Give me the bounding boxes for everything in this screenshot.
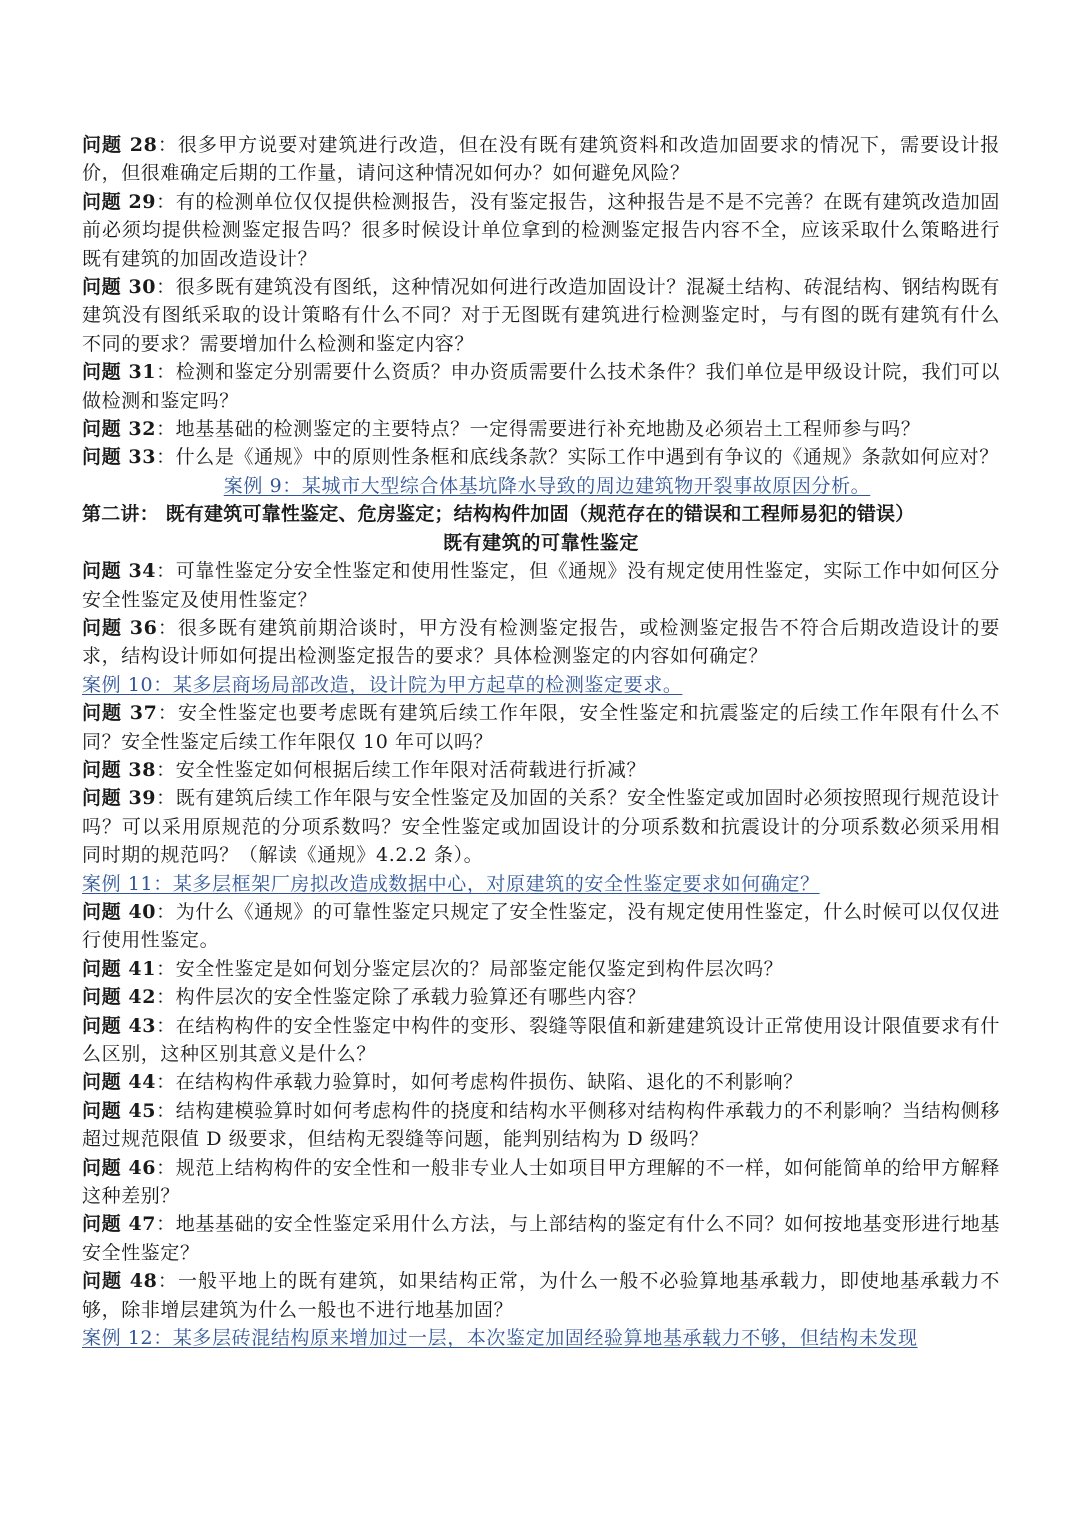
question-text: 很多既有建筑没有图纸，这种情况如何进行改造加固设计？混凝土结构、砖混结构、钢结构既有建筑没有图纸采取的设计策略有什么不同？对于无图既有建筑进行检测鉴定时，与有图的既有建筑有什么不同的要求？需要增加什么检测和鉴定内容？	[82, 276, 1001, 355]
question-separator: ：	[157, 1270, 178, 1293]
question-label: 问题 46	[82, 1156, 157, 1179]
question-group-1	[82, 131, 1000, 472]
case-link-11[interactable]: 案例 11：某多层框架厂房拟改造成数据中心，对原建筑的安全性鉴定要求如何确定？	[82, 872, 820, 895]
question-separator: ：	[156, 1213, 176, 1236]
case-link-10[interactable]: 案例 10：某多层商场局部改造，设计院为甲方起草的检测鉴定要求。	[82, 673, 683, 696]
question-item	[82, 1210, 1000, 1267]
question-item	[82, 784, 1000, 869]
question-label: 问题 36	[82, 616, 158, 639]
question-item	[82, 699, 1000, 756]
question-item	[82, 756, 1000, 784]
question-label: 问题 32	[82, 418, 157, 441]
question-separator: ：	[156, 446, 176, 469]
question-item	[82, 443, 1000, 471]
question-separator: ：	[157, 616, 178, 639]
case-link-12[interactable]: 案例 12：某多层砖混结构原来增加过一层，本次鉴定加固经验算地基承载力不够，但结构未发现	[82, 1327, 918, 1350]
question-label: 问题 48	[82, 1270, 158, 1293]
question-separator: ：	[156, 758, 176, 781]
question-item	[82, 358, 1000, 415]
question-label: 问题 44	[82, 1071, 157, 1094]
question-item	[82, 614, 1000, 671]
question-item	[82, 898, 1000, 955]
question-item	[82, 1154, 1000, 1211]
question-group-3	[82, 699, 1000, 869]
question-separator: ：	[156, 1099, 176, 1122]
question-text: 什么是《通规》中的原则性条框和底线条款？实际工作中遇到有争议的《通规》条款如何应对？	[175, 446, 999, 469]
question-item	[82, 131, 1000, 188]
question-separator: ：	[156, 986, 176, 1009]
question-label: 问题 31	[82, 361, 157, 384]
question-label: 问题 38	[82, 758, 157, 781]
question-separator: ：	[156, 276, 176, 299]
question-label: 问题 33	[82, 446, 157, 469]
question-label: 问题 30	[82, 276, 157, 299]
question-label: 问题 29	[82, 190, 157, 213]
case-link-9[interactable]: 案例 9：某城市大型综合体基坑降水导致的周边建筑物开裂事故原因分析。	[223, 474, 871, 497]
question-separator: ：	[157, 134, 178, 156]
question-text: 结构建模验算时如何考虑构件的挠度和结构水平侧移对结构构件承载力的不利影响？当结构侧移超过规范限值 D 级要求，但结构无裂缝等问题，能判别结构为 D 级吗？	[82, 1099, 1001, 1151]
question-separator: ：	[156, 900, 176, 923]
question-text: 地基基础的安全性鉴定采用什么方法，与上部结构的鉴定有什么不同？如何按地基变形进行地基安全性鉴定？	[82, 1213, 1001, 1264]
question-text: 规范上结构构件的安全性和一般非专业人士如项目甲方理解的不一样，如何能简单的给甲方解释这种差别？	[82, 1156, 1001, 1208]
question-separator: ：	[156, 1156, 176, 1179]
question-label: 问题 34	[82, 560, 157, 583]
question-label: 问题 28	[82, 134, 158, 156]
question-text: 有的检测单位仅仅提供检测报告，没有鉴定报告，这种报告是不是不完善？在既有建筑改造加固前必须均提供检测鉴定报告吗？很多时候设计单位拿到的检测鉴定报告内容不全，应该采取什么策略进行既有建筑的加固改造设计？	[82, 190, 1001, 270]
question-text: 构件层次的安全性鉴定除了承载力验算还有哪些内容？	[175, 986, 647, 1009]
question-text: 可靠性鉴定分安全性鉴定和使用性鉴定，但《通规》没有规定使用性鉴定，实际工作中如何区分安全性鉴定及使用性鉴定？	[82, 560, 1001, 611]
question-text: 安全性鉴定如何根据后续工作年限对活荷载进行折减？	[175, 758, 647, 781]
question-label: 问题 41	[82, 957, 157, 980]
question-text: 在结构构件承载力验算时，如何考虑构件损伤、缺陷、退化的不利影响？	[175, 1071, 803, 1094]
question-text: 在结构构件的安全性鉴定中构件的变形、裂缝等限值和新建建筑设计正常使用设计限值要求有什么区别，这种区别其意义是什么？	[82, 1014, 1001, 1065]
question-item	[82, 1267, 1000, 1324]
question-separator: ：	[157, 702, 178, 725]
question-item	[82, 1068, 1000, 1096]
question-separator: ：	[156, 1071, 176, 1094]
question-item	[82, 188, 1000, 273]
question-separator: ：	[156, 1014, 176, 1037]
question-label: 问题 39	[82, 787, 157, 810]
question-item	[82, 955, 1000, 983]
question-separator: ：	[156, 787, 176, 810]
question-label: 问题 42	[82, 986, 157, 1009]
question-text: 很多既有建筑前期洽谈时，甲方没有检测鉴定报告，或检测鉴定报告不符合后期改造设计的要求，结构设计师如何提出检测鉴定报告的要求？具体检测鉴定的内容如何确定？	[82, 616, 1000, 668]
question-label: 问题 43	[82, 1014, 157, 1037]
question-separator: ：	[156, 418, 176, 441]
question-text: 很多甲方说要对建筑进行改造，但在没有既有建筑资料和改造加固要求的情况下，需要设计报价，但很难确定后期的工作量，请问这种情况如何办？如何避免风险？	[82, 134, 1000, 185]
section-title: 既有建筑的可靠性鉴定	[442, 531, 639, 554]
question-text: 既有建筑后续工作年限与安全性鉴定及加固的关系？安全性鉴定或加固时必须按照现行规范设计吗？可以采用原规范的分项系数吗？安全性鉴定或加固设计的分项系数和抗震设计的分项系数必须采用相同时期的规范吗？（解读《通规》4.2.2 条）。	[82, 787, 1001, 867]
question-separator: ：	[156, 957, 176, 980]
question-label: 问题 45	[82, 1099, 157, 1122]
question-text: 安全性鉴定也要考虑既有建筑后续工作年限，安全性鉴定和抗震鉴定的后续工作年限有什么不同？安全性鉴定后续工作年限仅 10 年可以吗？	[82, 702, 1000, 753]
lecture-heading: 第二讲： 既有建筑可靠性鉴定、危房鉴定；结构构件加固（规范存在的错误和工程师易犯的错误）	[82, 503, 915, 526]
question-separator: ：	[156, 190, 176, 213]
question-text: 地基基础的检测鉴定的主要特点？一定得需要进行补充地勘及必须岩土工程师参与吗？	[175, 418, 921, 441]
question-text: 为什么《通规》的可靠性鉴定只规定了安全性鉴定，没有规定使用性鉴定，什么时候可以仅仅进行使用性鉴定。	[82, 900, 1001, 952]
question-label: 问题 40	[82, 900, 157, 923]
question-group-4	[82, 898, 1000, 1324]
question-item	[82, 983, 1000, 1011]
question-text: 安全性鉴定是如何划分鉴定层次的？局部鉴定能仅鉴定到构件层次吗？	[175, 957, 784, 980]
question-item	[82, 557, 1000, 614]
question-label: 问题 37	[82, 702, 158, 725]
question-group-2	[82, 557, 1000, 671]
question-item	[82, 1097, 1000, 1154]
question-text: 检测和鉴定分别需要什么资质？申办资质需要什么技术条件？我们单位是甲级设计院，我们可以做检测和鉴定吗？	[82, 361, 1001, 412]
document-page	[82, 131, 1000, 1352]
question-separator: ：	[156, 361, 176, 384]
question-text: 一般平地上的既有建筑，如果结构正常，为什么一般不必验算地基承载力，即使地基承载力不够，除非增层建筑为什么一般也不进行地基加固？	[82, 1270, 1000, 1321]
question-item	[82, 1012, 1000, 1069]
question-separator: ：	[156, 560, 176, 583]
question-item	[82, 415, 1000, 443]
question-item	[82, 273, 1000, 358]
question-label: 问题 47	[82, 1213, 157, 1236]
